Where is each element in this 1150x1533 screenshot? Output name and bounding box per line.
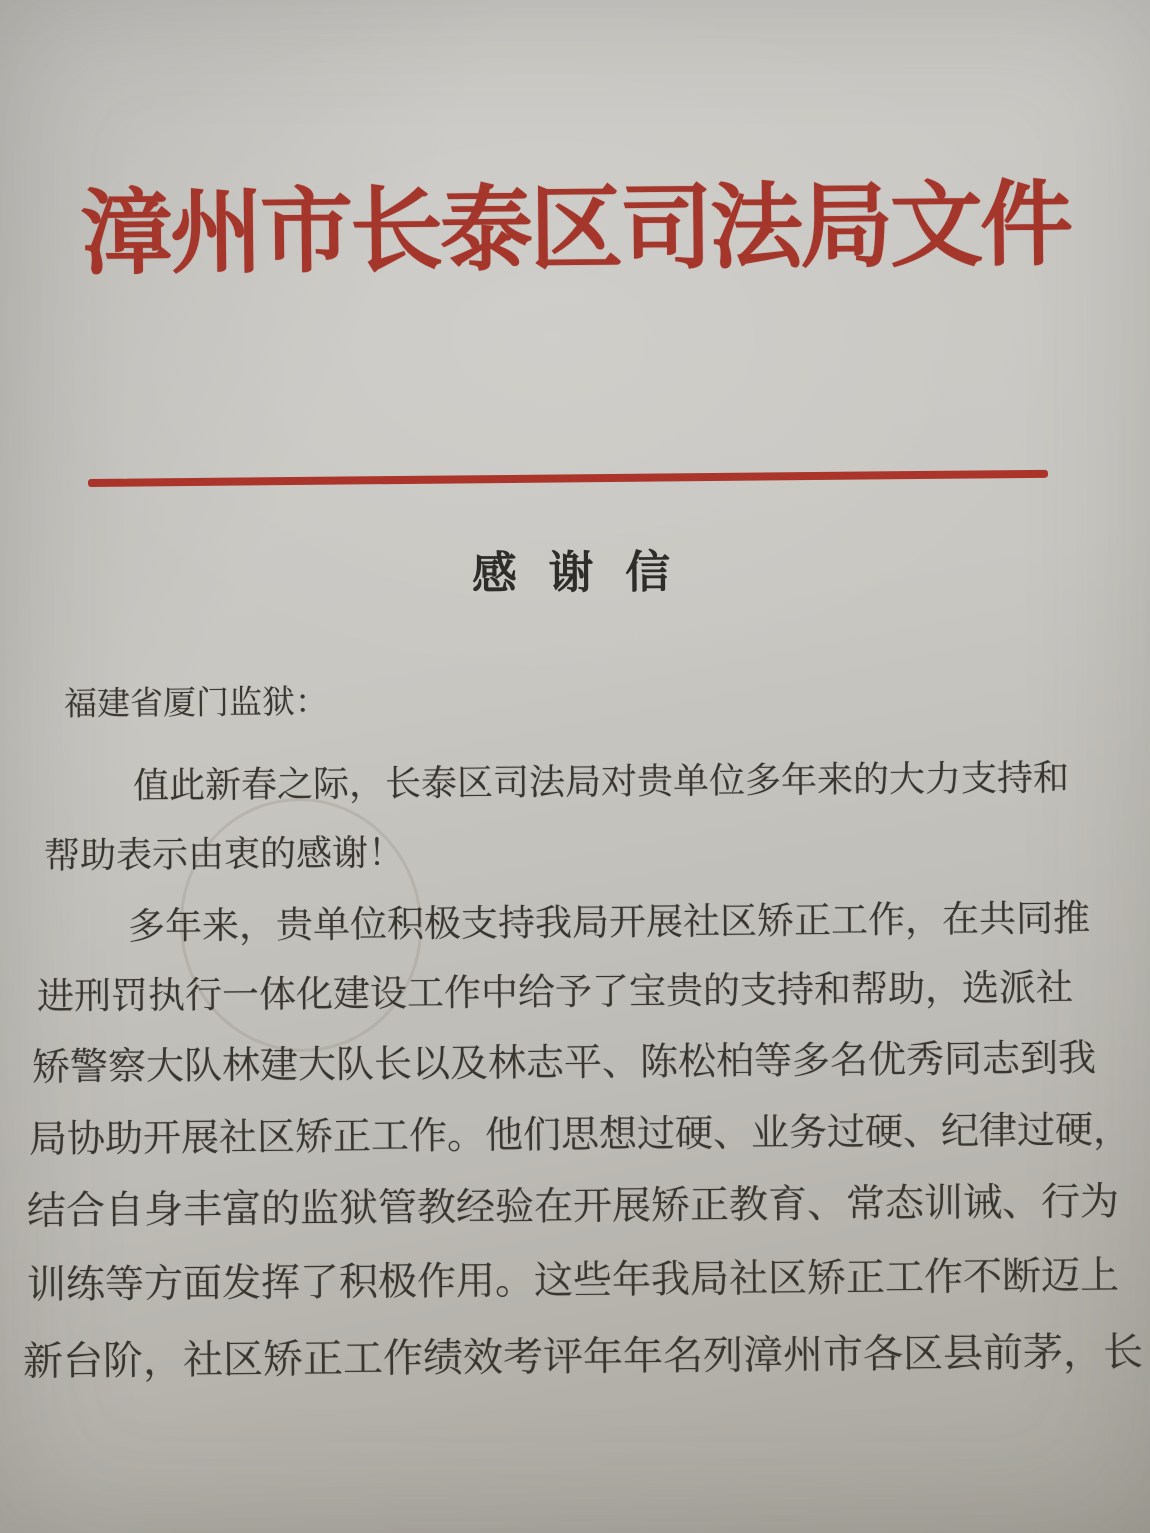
red-divider-line [88,470,1048,487]
body-line: 训练等方面发挥了积极作用。这些年我局社区矫正工作不断迈上 [26,1253,1120,1308]
letter-title: 感 谢 信 [471,545,679,600]
body-line: 结合自身丰富的监狱管教经验在开展矫正教育、常态训诫、行为 [26,1179,1120,1234]
salutation-line: 福建省厦门监狱： [63,681,329,723]
body-line: 多年来，贵单位积极支持我局开展社区矫正工作，在共同推 [127,896,1091,948]
body-line: 帮助表示由衷的感谢！ [43,832,405,877]
body-line: 进刑罚执行一体化建设工作中给予了宝贵的支持和帮助，选派社 [36,965,1074,1018]
body-line: 矫警察大队林建大队长以及林志平、陈松柏等多名优秀同志到我 [31,1035,1097,1089]
body-line: 局协助开展社区矫正工作。他们思想过硬、业务过硬、纪律过硬， [28,1107,1132,1161]
body-line: 值此新春之际，长泰区司法局对贵单位多年来的大力支持和 [132,757,1070,807]
document-header-title: 漳州市长泰区司法局文件 [79,169,1071,288]
body-line: 新台阶，社区矫正工作绩效考评年年名列漳州市各区县前茅，长 [22,1329,1144,1385]
